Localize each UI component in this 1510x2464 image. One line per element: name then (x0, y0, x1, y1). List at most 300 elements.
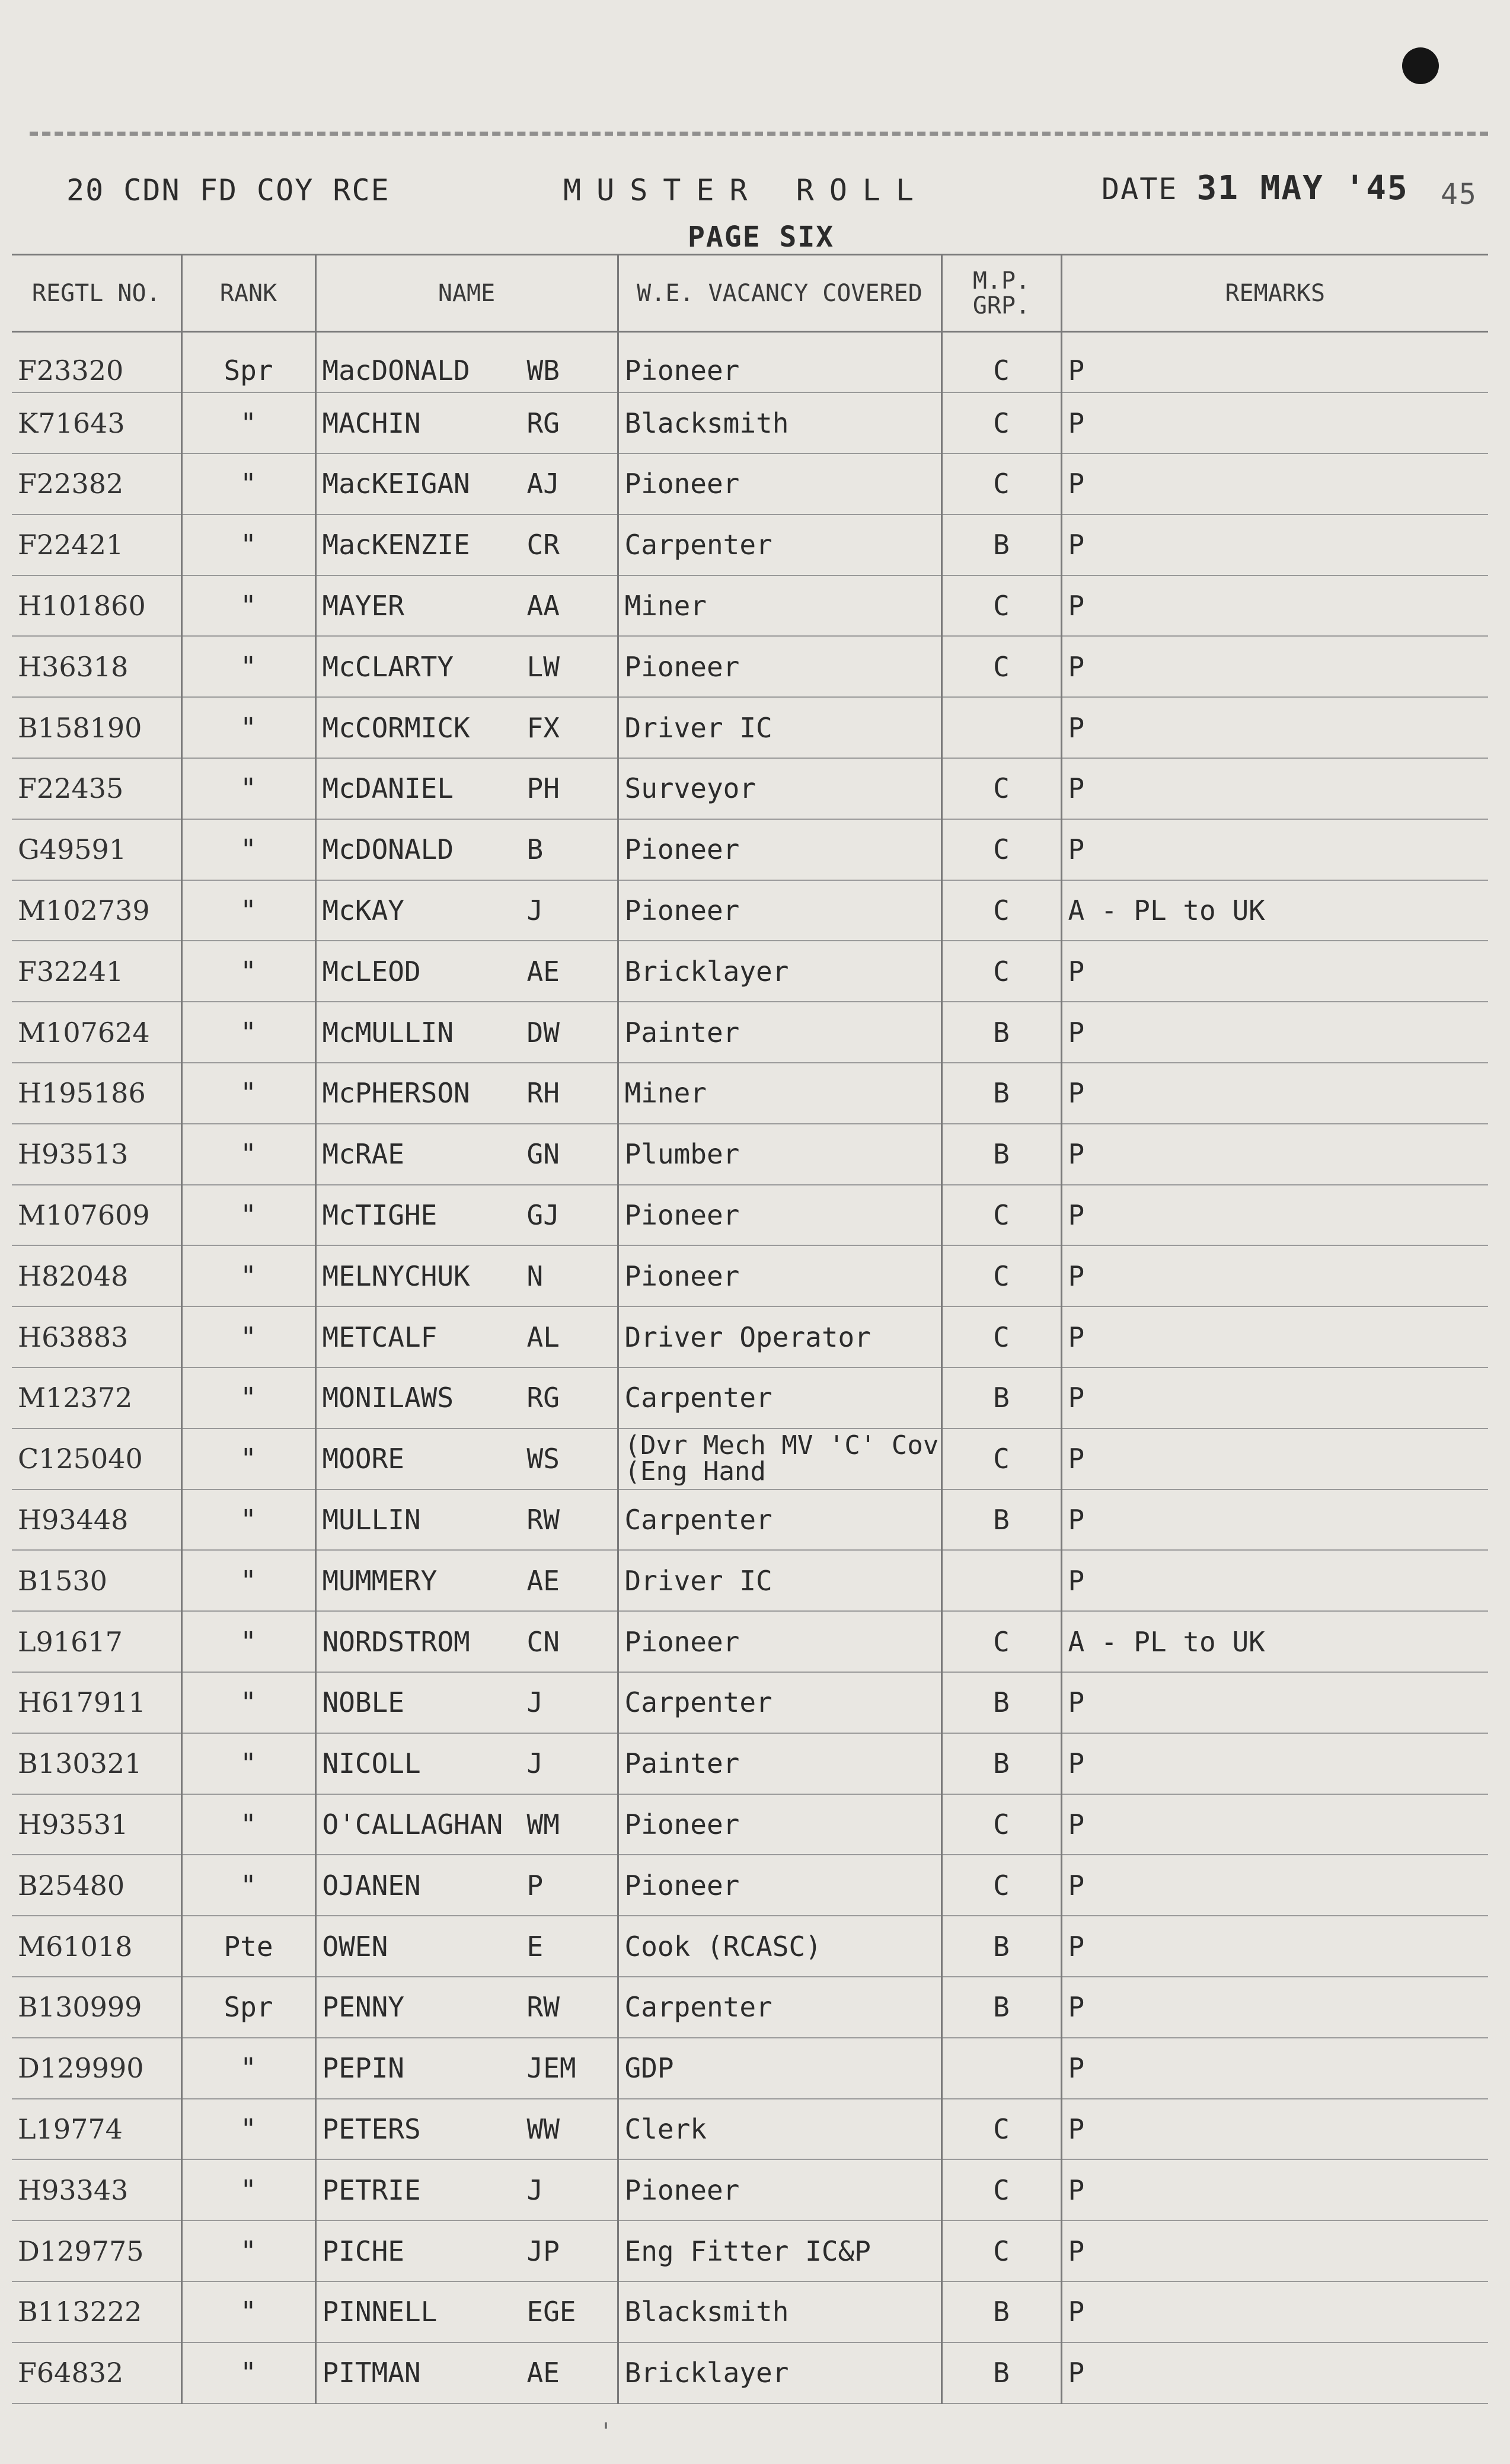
rank: " (181, 941, 315, 1002)
mp-group: B (941, 1063, 1061, 1124)
vacancy-covered (618, 1124, 941, 1185)
regtl-number: M102739 (12, 880, 181, 941)
initials: DW (526, 1016, 560, 1049)
remarks: P (1061, 1733, 1488, 1794)
perforation-line (30, 132, 1488, 136)
surname: MacKEIGAN (322, 468, 470, 500)
soldier-name (315, 576, 618, 637)
vacancy-text: Bricklayer (624, 955, 789, 987)
vacancy-covered (618, 758, 941, 819)
remarks: P (1061, 1490, 1488, 1551)
rank: " (181, 758, 315, 819)
vacancy-covered (618, 941, 941, 1002)
soldier-name (315, 1916, 618, 1977)
rank: " (181, 2220, 315, 2281)
table-row (12, 2099, 1488, 2160)
vacancy-covered (618, 576, 941, 637)
table-row (12, 1245, 1488, 1306)
vacancy-text: Pioneer (624, 1808, 740, 1841)
rank: " (181, 2038, 315, 2099)
soldier-name (315, 1185, 618, 1246)
mp-group: B (941, 1977, 1061, 2038)
mp-group: C (941, 2159, 1061, 2220)
regtl-number: B25480 (12, 1855, 181, 1916)
table-row (12, 1002, 1488, 1063)
rank: " (181, 1611, 315, 1672)
initials: AE (526, 1564, 560, 1597)
rank: " (181, 1063, 315, 1124)
vacancy-covered (618, 453, 941, 514)
remarks: P (1061, 697, 1488, 758)
soldier-name (315, 1490, 618, 1551)
surname: MOORE (322, 1443, 404, 1475)
regtl-number: F22421 (12, 514, 181, 576)
table-row (12, 819, 1488, 880)
soldier-name (315, 2281, 618, 2342)
punch-hole (1402, 47, 1439, 84)
surname: MONILAWS (322, 1382, 454, 1414)
remarks: P (1061, 819, 1488, 880)
surname: McMULLIN (322, 1016, 454, 1049)
rank: " (181, 1245, 315, 1306)
regtl-number: D129775 (12, 2220, 181, 2281)
table-row (12, 2038, 1488, 2099)
soldier-name (315, 514, 618, 576)
mp-group: B (941, 1672, 1061, 1733)
surname: O'CALLAGHAN (322, 1808, 503, 1841)
regtl-number: B1530 (12, 1550, 181, 1611)
regtl-number: H93531 (12, 1794, 181, 1855)
soldier-name (315, 2220, 618, 2281)
vacancy-text: Clerk (624, 2113, 707, 2145)
remarks: P (1061, 453, 1488, 514)
initials: J (526, 894, 544, 927)
remarks: P (1061, 1185, 1488, 1246)
mp-group: B (941, 514, 1061, 576)
table-row (12, 2281, 1488, 2342)
vacancy-covered (618, 2159, 941, 2220)
table-row (12, 758, 1488, 819)
date-label: DATE (1102, 172, 1178, 206)
vacancy-covered (618, 1916, 941, 1977)
vacancy-text: Eng Fitter IC&P (624, 2235, 871, 2267)
remarks: P (1061, 1794, 1488, 1855)
initials: J (526, 1686, 544, 1719)
surname: MacDONALD (322, 354, 470, 387)
page-footer-mark: ' (599, 2418, 614, 2446)
vacancy-text: Pioneer (624, 468, 740, 500)
rank: " (181, 1306, 315, 1367)
mp-group: C (941, 636, 1061, 697)
vacancy-text: Carpenter (624, 1686, 772, 1719)
document-title: MUSTER ROLL (563, 173, 930, 207)
vacancy-text: Driver IC (624, 1564, 772, 1597)
surname: MAYER (322, 590, 404, 622)
surname: McDANIEL (322, 772, 454, 805)
table-row (12, 392, 1488, 453)
table-row (12, 880, 1488, 941)
remarks: P (1061, 1977, 1488, 2038)
regtl-number: H36318 (12, 636, 181, 697)
remarks: P (1061, 2159, 1488, 2220)
regtl-number: H93448 (12, 1490, 181, 1551)
initials: AE (526, 955, 560, 987)
remarks: P (1061, 1124, 1488, 1185)
vacancy-covered (618, 697, 941, 758)
initials: WS (526, 1443, 560, 1475)
rank: " (181, 576, 315, 637)
vacancy-covered (618, 1611, 941, 1672)
mp-group: C (941, 819, 1061, 880)
vacancy-text: Carpenter (624, 1504, 772, 1536)
mp-group: B (941, 1733, 1061, 1794)
mp-group: B (941, 1916, 1061, 1977)
vacancy-covered (618, 1977, 941, 2038)
soldier-name (315, 636, 618, 697)
table-row (12, 1490, 1488, 1551)
mp-group: C (941, 576, 1061, 637)
remarks: P (1061, 1672, 1488, 1733)
table-row (12, 2220, 1488, 2281)
remarks: P (1061, 941, 1488, 1002)
initials: CN (526, 1625, 560, 1658)
initials: EGE (526, 2296, 576, 2328)
mp-group: B (941, 1490, 1061, 1551)
vacancy-covered (618, 1550, 941, 1611)
vacancy-covered (618, 1794, 941, 1855)
initials: JP (526, 2235, 560, 2267)
rank: Spr (181, 1977, 315, 2038)
muster-roll-table (12, 254, 1488, 2404)
surname: NICOLL (322, 1747, 421, 1780)
regtl-number: F64832 (12, 2342, 181, 2404)
initials: WM (526, 1808, 560, 1841)
table-row (12, 514, 1488, 576)
initials: AJ (526, 468, 560, 500)
mp-group (941, 1550, 1061, 1611)
soldier-name (315, 453, 618, 514)
regtl-number: F22435 (12, 758, 181, 819)
surname: PEPIN (322, 2052, 404, 2085)
surname: PICHE (322, 2235, 404, 2267)
remarks: A - PL to UK (1061, 880, 1488, 941)
table-row (12, 1794, 1488, 1855)
rank: " (181, 1185, 315, 1246)
mp-group (941, 697, 1061, 758)
rank: " (181, 1794, 315, 1855)
vacancy-covered (618, 1245, 941, 1306)
initials: J (526, 2174, 544, 2206)
col-header-rank: RANK (181, 255, 315, 332)
regtl-number: C125040 (12, 1428, 181, 1490)
vacancy-covered (618, 1367, 941, 1428)
regtl-number: B158190 (12, 697, 181, 758)
table-row (12, 1611, 1488, 1672)
col-header-regtl-no: REGTL NO. (12, 255, 181, 332)
initials: LW (526, 650, 560, 683)
initials: N (526, 1260, 544, 1292)
regtl-number: B130999 (12, 1977, 181, 2038)
vacancy-text: Driver IC (624, 711, 772, 744)
remarks: A - PL to UK (1061, 1611, 1488, 1672)
table-header-row (12, 255, 1488, 332)
table-row (12, 1306, 1488, 1367)
table-row (12, 1185, 1488, 1246)
rank: " (181, 2342, 315, 2404)
table-row (12, 1124, 1488, 1185)
vacancy-covered (618, 514, 941, 576)
vacancy-covered (618, 880, 941, 941)
surname: PITMAN (322, 2357, 421, 2389)
initials: WW (526, 2113, 560, 2145)
mp-group: C (941, 1611, 1061, 1672)
vacancy-text: Miner (624, 590, 707, 622)
vacancy-text: Pioneer (624, 650, 740, 683)
vacancy-text: Pioneer (624, 1199, 740, 1232)
surname: McCORMICK (322, 711, 470, 744)
soldier-name (315, 819, 618, 880)
mp-group: C (941, 392, 1061, 453)
remarks: P (1061, 1855, 1488, 1916)
rank: " (181, 453, 315, 514)
soldier-name (315, 758, 618, 819)
vacancy-text: Pioneer (624, 894, 740, 927)
rank: " (181, 697, 315, 758)
initials: P (526, 1869, 544, 1901)
vacancy-covered (618, 2220, 941, 2281)
regtl-number: G49591 (12, 819, 181, 880)
regtl-number: F23320 (12, 332, 181, 393)
remarks: P (1061, 1550, 1488, 1611)
soldier-name (315, 392, 618, 453)
surname: NOBLE (322, 1686, 404, 1719)
vacancy-covered (618, 1428, 941, 1490)
remarks: P (1061, 1306, 1488, 1367)
vacancy-covered (618, 2038, 941, 2099)
regtl-number: F32241 (12, 941, 181, 1002)
mp-group: B (941, 2281, 1061, 2342)
mp-group: C (941, 1794, 1061, 1855)
initials: RW (526, 1504, 560, 1536)
rank: " (181, 1855, 315, 1916)
table-row (12, 453, 1488, 514)
vacancy-covered (618, 1063, 941, 1124)
initials: GJ (526, 1199, 560, 1232)
mp-group: C (941, 2099, 1061, 2160)
vacancy-text: Pioneer (624, 2174, 740, 2206)
vacancy-text: Pioneer (624, 1260, 740, 1292)
table-row (12, 941, 1488, 1002)
vacancy-covered (618, 1306, 941, 1367)
mp-group: C (941, 880, 1061, 941)
vacancy-covered (618, 2281, 941, 2342)
rank: " (181, 2099, 315, 2160)
vacancy-text: Cook (RCASC) (624, 1930, 822, 1963)
remarks: P (1061, 1063, 1488, 1124)
rank: " (181, 1672, 315, 1733)
remarks: P (1061, 2281, 1488, 2342)
soldier-name (315, 1124, 618, 1185)
mp-group: C (941, 1185, 1061, 1246)
surname: PENNY (322, 1991, 404, 2024)
vacancy-line: (Dvr Mech MV 'C' Cov (624, 1430, 939, 1461)
vacancy-text: Miner (624, 1077, 707, 1110)
rank: Spr (181, 332, 315, 393)
page-number: 45 (1441, 178, 1477, 211)
initials: FX (526, 711, 560, 744)
initials: CR (526, 529, 560, 561)
surname: OWEN (322, 1930, 388, 1963)
remarks: P (1061, 1916, 1488, 1977)
soldier-name (315, 1428, 618, 1490)
mp-group: B (941, 1002, 1061, 1063)
soldier-name (315, 880, 618, 941)
initials: PH (526, 772, 560, 805)
remarks: P (1061, 576, 1488, 637)
table-row (12, 1977, 1488, 2038)
remarks: P (1061, 758, 1488, 819)
initials: B (526, 833, 544, 866)
rank: " (181, 880, 315, 941)
surname: PETRIE (322, 2174, 421, 2206)
soldier-name (315, 332, 618, 393)
col-header-name: NAME (315, 255, 618, 332)
initials: RG (526, 407, 560, 439)
table-row (12, 576, 1488, 637)
vacancy-covered (618, 1855, 941, 1916)
surname: McCLARTY (322, 650, 454, 683)
remarks: P (1061, 1002, 1488, 1063)
remarks: P (1061, 392, 1488, 453)
surname: MULLIN (322, 1504, 421, 1536)
table-row (12, 1733, 1488, 1794)
soldier-name (315, 1855, 618, 1916)
initials: GN (526, 1138, 560, 1171)
mp-group: C (941, 1855, 1061, 1916)
vacancy-text: Bricklayer (624, 2357, 789, 2389)
rank: Pte (181, 1916, 315, 1977)
rank: " (181, 1428, 315, 1490)
remarks: P (1061, 2220, 1488, 2281)
surname: McDONALD (322, 833, 454, 866)
remarks: P (1061, 1245, 1488, 1306)
date-value: 31 MAY '45 (1196, 169, 1409, 207)
table-row (12, 1063, 1488, 1124)
table-row (12, 332, 1488, 393)
mp-group: B (941, 2342, 1061, 2404)
surname: PINNELL (322, 2296, 438, 2328)
surname: PETERS (322, 2113, 421, 2145)
vacancy-text: Blacksmith (624, 2296, 789, 2328)
remarks: P (1061, 332, 1488, 393)
rank: " (181, 1124, 315, 1185)
soldier-name (315, 2159, 618, 2220)
col-header-vacancy: W.E. VACANCY COVERED (618, 255, 941, 332)
surname: McTIGHE (322, 1199, 438, 1232)
surname: METCALF (322, 1321, 438, 1353)
regtl-number: H617911 (12, 1672, 181, 1733)
vacancy-covered (618, 819, 941, 880)
regtl-number: M107609 (12, 1185, 181, 1246)
remarks: P (1061, 1428, 1488, 1490)
vacancy-text: Surveyor (624, 772, 756, 805)
regtl-number: B113222 (12, 2281, 181, 2342)
soldier-name (315, 697, 618, 758)
remarks: P (1061, 2099, 1488, 2160)
mp-group: C (941, 2220, 1061, 2281)
soldier-name (315, 1367, 618, 1428)
surname: McPHERSON (322, 1077, 470, 1110)
vacancy-line: (Eng Hand (624, 1456, 766, 1487)
soldier-name (315, 1550, 618, 1611)
surname: MACHIN (322, 407, 421, 439)
surname: NORDSTROM (322, 1625, 470, 1658)
initials: JEM (526, 2052, 576, 2085)
initials: AA (526, 590, 560, 622)
vacancy-covered (618, 2342, 941, 2404)
surname: McRAE (322, 1138, 404, 1171)
rank: " (181, 636, 315, 697)
mp-group: B (941, 1124, 1061, 1185)
soldier-name (315, 1794, 618, 1855)
mp-group: C (941, 941, 1061, 1002)
rank: " (181, 1550, 315, 1611)
vacancy-text: Pioneer (624, 1625, 740, 1658)
initials: J (526, 1747, 544, 1780)
vacancy-text: Painter (624, 1747, 740, 1780)
vacancy-text: Plumber (624, 1138, 740, 1171)
soldier-name (315, 2342, 618, 2404)
mp-group (941, 2038, 1061, 2099)
table-row (12, 1916, 1488, 1977)
soldier-name (315, 1306, 618, 1367)
vacancy-text: Carpenter (624, 1991, 772, 2024)
regtl-number: H195186 (12, 1063, 181, 1124)
soldier-name (315, 1977, 618, 2038)
regtl-number: H63883 (12, 1306, 181, 1367)
rank: " (181, 514, 315, 576)
vacancy-covered (618, 2099, 941, 2160)
vacancy-text: Driver Operator (624, 1321, 871, 1353)
vacancy-text: Pioneer (624, 354, 740, 387)
table-row (12, 697, 1488, 758)
regtl-number: B130321 (12, 1733, 181, 1794)
table-row (12, 2159, 1488, 2220)
regtl-number: H93513 (12, 1124, 181, 1185)
vacancy-covered (618, 392, 941, 453)
soldier-name (315, 2038, 618, 2099)
rank: " (181, 1733, 315, 1794)
rank: " (181, 392, 315, 453)
regtl-number: D129990 (12, 2038, 181, 2099)
soldier-name (315, 1245, 618, 1306)
rank: " (181, 2281, 315, 2342)
initials: WB (526, 354, 560, 387)
table-row (12, 1672, 1488, 1733)
surname: MELNYCHUK (322, 1260, 470, 1292)
regtl-number: H93343 (12, 2159, 181, 2220)
regtl-number: H82048 (12, 1245, 181, 1306)
regtl-number: F22382 (12, 453, 181, 514)
vacancy-covered (618, 1490, 941, 1551)
initials: E (526, 1930, 544, 1963)
vacancy-text: Blacksmith (624, 407, 789, 439)
remarks: P (1061, 514, 1488, 576)
page-subtitle: PAGE SIX (688, 220, 835, 254)
rank: " (181, 819, 315, 880)
table-row (12, 1367, 1488, 1428)
soldier-name (315, 1611, 618, 1672)
